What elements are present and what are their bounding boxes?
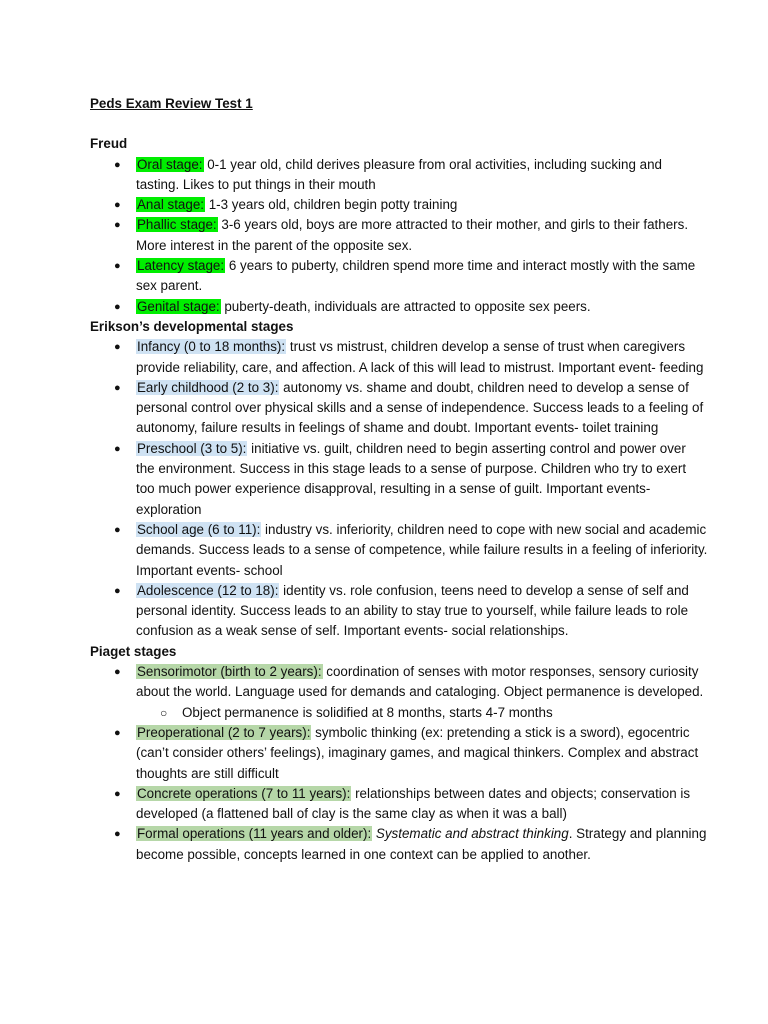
document-title: Peds Exam Review Test 1 xyxy=(90,96,253,111)
stage-italic-text: Systematic and abstract thinking xyxy=(372,826,569,842)
stage-label: Infancy (0 to 18 months): xyxy=(137,339,286,355)
stage-text: autonomy vs. shame and doubt, children need to develop a sense of personal control over physical skills and a sense of independence. Success leads to a feeling of autonomy, failure results in feelings of shame and doubt. Important events- toilet training xyxy=(136,379,704,436)
sub-list-item: ○ Object permanence is solidified at 8 months, starts 4-7 months xyxy=(182,703,708,723)
list-item xyxy=(136,723,708,784)
list-item xyxy=(136,195,708,215)
list-item xyxy=(136,256,708,297)
stage-label: Formal operations (11 years and older): xyxy=(137,826,372,842)
freud-heading: Freud xyxy=(90,136,128,152)
erikson-list xyxy=(90,337,708,641)
stage-text: symbolic thinking (ex: pretending a stick is a sword), egocentric (can’t consider others’ feelings), imaginary games, and magical thinkers. Complex and abstract thoughts are still difficult xyxy=(136,724,699,781)
piaget-heading: Piaget stages xyxy=(90,643,177,659)
stage-text: relationships between dates and objects; conservation is developed (a flattened ball of clay is the same clay as when it was a ball) xyxy=(136,785,691,822)
stage-label: Oral stage: xyxy=(137,156,203,172)
stage-text: puberty-death, individuals are attracted to opposite sex peers. xyxy=(220,298,591,314)
stage-label: Sensorimotor (birth to 2 years): xyxy=(137,664,322,680)
stage-label: Phallic stage: xyxy=(137,217,217,233)
list-item xyxy=(136,662,708,723)
stage-label: Latency stage: xyxy=(137,258,225,274)
stage-text: 3-6 years old, boys are more attracted to their mother, and girls to their fathers. More interest in the parent of the opposite sex. xyxy=(136,217,689,253)
stage-text: . Strategy and planning become possible, concepts learned in one context can be applied to another. xyxy=(136,826,707,862)
stage-text: 1-3 years old, children begin potty training xyxy=(205,197,458,213)
list-item xyxy=(136,378,708,439)
stage-text: 0-1 year old, child derives pleasure from oral activities, including sucking and tasting. Likes to put things in their mouth xyxy=(136,156,662,192)
stage-text: 6 years to puberty, children spend more time and interact mostly with the same sex parent. xyxy=(136,258,696,294)
list-item xyxy=(136,824,708,865)
sensorimotor-sublist xyxy=(136,703,708,723)
list-item xyxy=(136,155,708,196)
stage-text: initiative vs. guilt, children need to begin asserting control and power over the environment. Success in this stage leads to a sense of purpose. Children who try to exert too much power experience disapproval, resulting in a sense of guilt. Important events- exploration xyxy=(136,440,687,517)
piaget-list xyxy=(90,662,708,865)
stage-label: Genital stage: xyxy=(137,298,220,314)
list-item xyxy=(136,337,708,378)
stage-label: Adolescence (12 to 18): xyxy=(137,582,279,598)
stage-label: Preoperational (2 to 7 years): xyxy=(137,724,311,740)
stage-text: industry vs. inferiority, children need to cope with new social and academic demands. Success leads to a sense of competence, while failure results in a feeling of inferiority. Important events- school xyxy=(136,521,708,578)
stage-label: Concrete operations (7 to 11 years): xyxy=(137,785,351,801)
list-item xyxy=(136,784,708,825)
stage-label: Anal stage: xyxy=(137,197,204,213)
list-item xyxy=(136,215,708,256)
stage-label: School age (6 to 11): xyxy=(137,521,261,537)
stage-text: coordination of senses with motor responses, sensory curiosity about the world. Language used for demands and cataloging. Object permanence is developed. xyxy=(136,664,704,700)
list-item xyxy=(136,520,708,581)
erikson-heading: Erikson’s developmental stages xyxy=(90,318,294,334)
list-item xyxy=(136,581,708,642)
stage-label: Preschool (3 to 5): xyxy=(137,440,247,456)
stage-text: identity vs. role confusion, teens need to develop a sense of self and personal identity. Success leads to an ability to stay true to yourself, while failure leads to role confusion as a weak sense of self. Important events- social relationships. xyxy=(136,582,689,639)
stage-label: Early childhood (2 to 3): xyxy=(137,379,279,395)
list-item xyxy=(136,439,708,520)
freud-list xyxy=(90,155,708,317)
stage-text: trust vs mistrust, children develop a sense of trust when caregivers provide reliability, care, and affection. A lack of this will lead to mistrust. Important event- feeding xyxy=(136,339,704,375)
list-item xyxy=(136,297,708,317)
